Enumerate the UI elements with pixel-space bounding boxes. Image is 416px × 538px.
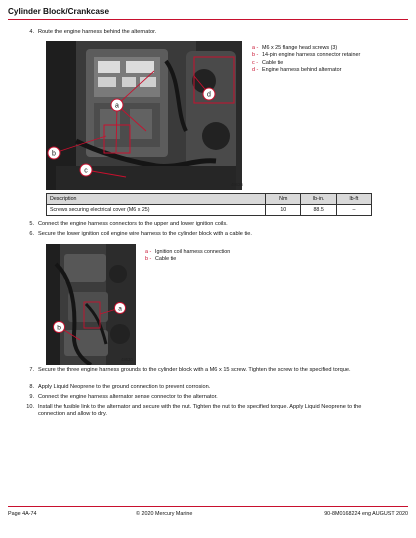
legend-item <box>145 256 230 263</box>
legend-key: d - <box>252 67 259 74</box>
engine-harness-photo <box>46 41 242 190</box>
engine-illustration <box>46 41 242 190</box>
legend-text: Engine harness behind alternator <box>262 67 342 74</box>
table-row <box>47 205 372 216</box>
legend-text: M6 x 25 flange head screws (3) <box>262 45 338 51</box>
footer-rule <box>8 506 408 507</box>
column-header: Description <box>47 194 266 205</box>
figure-number: 48626 <box>231 182 243 187</box>
step-text: Apply Liquid Neoprene to the ground connection to prevent corrosion. <box>38 384 211 390</box>
legend-item <box>252 67 360 74</box>
ignition-coil-photo <box>46 244 136 365</box>
footer-copyright: © 2020 Mercury Marine <box>136 511 193 517</box>
callout-b: b <box>57 324 61 332</box>
figure1-legend <box>252 45 360 75</box>
step-number: 7. <box>29 367 34 373</box>
torque-spec-table <box>46 193 372 216</box>
column-header: lb-ft <box>336 194 371 205</box>
callout-c: c <box>84 167 88 175</box>
legend-key: b - <box>252 52 259 59</box>
legend-text: 14-pin engine harness connector retainer <box>262 52 361 59</box>
table-cell: 10 <box>266 205 301 216</box>
figure-number: 48630 <box>121 357 133 362</box>
step-number: 6. <box>29 231 34 237</box>
legend-item <box>252 52 360 59</box>
legend-text: Cable tie <box>262 59 284 66</box>
step-number: 5. <box>29 221 34 227</box>
footer-page-number: Page 4A-74 <box>8 511 37 517</box>
figure2-legend <box>145 249 230 264</box>
step-text: Secure the three engine harness grounds to the cylinder block with a M6 x 15 screw. Tighten the screw to the specified torque. <box>38 367 351 373</box>
legend-key: a - <box>252 45 259 51</box>
legend-key: a - <box>145 249 152 255</box>
ignition-coil-illustration <box>46 244 136 365</box>
step-number: 8. <box>29 384 34 390</box>
step-number: 9. <box>29 394 34 400</box>
table-cell: Screws securing electrical cover (M6 x 25) <box>47 205 266 216</box>
legend-item <box>252 60 360 67</box>
table-cell: – <box>336 205 371 216</box>
step-number: 10. <box>26 404 34 410</box>
column-header: lb-in. <box>301 194 336 205</box>
step-text: Route the engine harness behind the alternator. <box>38 29 157 35</box>
legend-item <box>145 249 230 256</box>
step-number: 4. <box>29 29 34 35</box>
step-text: Connect the engine harness connectors to the upper and lower ignition coils. <box>38 221 228 227</box>
legend-item <box>252 45 360 52</box>
callout-d: d <box>207 91 211 99</box>
step-text: Install the fusible link to the alternator and secure with the nut. Tighten the nut to the specified torque. Apply Liquid Neoprene to the connection and allow to dry. <box>38 404 362 418</box>
footer-document-id: 90-8M0168224 eng AUGUST 2020 <box>324 511 408 517</box>
callout-a: a <box>115 102 119 110</box>
legend-text: Ignition coil harness connection <box>155 249 231 255</box>
legend-key: b - <box>145 256 152 263</box>
header-rule <box>8 19 408 20</box>
legend-text: Cable tie <box>155 256 177 263</box>
step-text: Secure the lower ignition coil engine wire harness to the cylinder block with a cable tie. <box>38 231 252 237</box>
callout-a: a <box>118 305 122 313</box>
callout-b: b <box>52 150 56 158</box>
legend-key: c - <box>252 59 258 66</box>
table-header-row <box>47 194 372 205</box>
step-text: Connect the engine harness alternator sense connector to the alternator. <box>38 394 218 400</box>
table-cell: 88.5 <box>301 205 336 216</box>
column-header: Nm <box>266 194 301 205</box>
page-header-title: Cylinder Block/Crankcase <box>8 7 110 16</box>
